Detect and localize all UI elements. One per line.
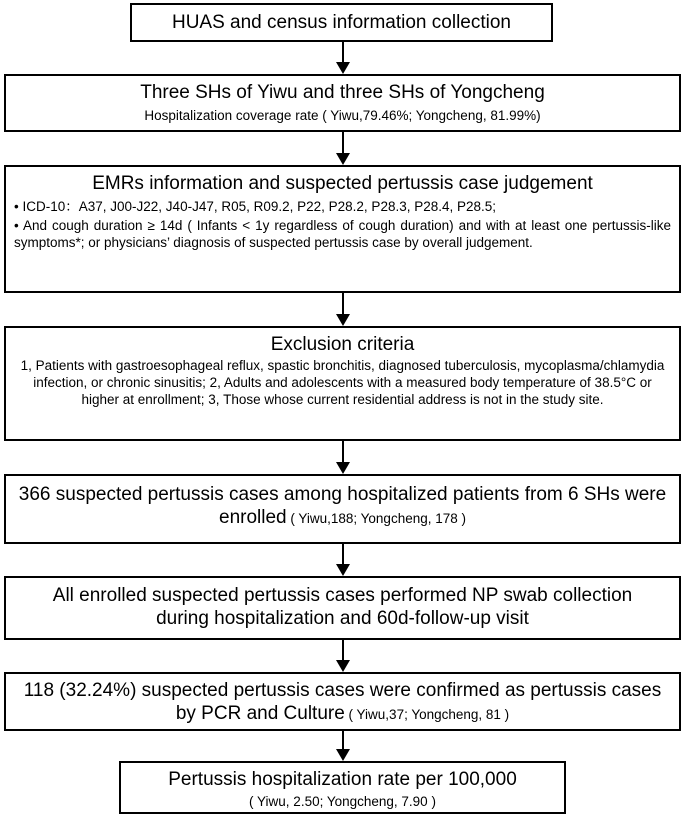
icd-criteria bbox=[14, 198, 671, 215]
coverage-rate-text: Hospitalization coverage rate ( Yiwu,79.46%; Yongcheng, 81.99%) bbox=[144, 108, 541, 123]
enrolled-cases-text bbox=[14, 483, 671, 530]
enrolled-cases-breakdown: ( Yiwu,188; Yongcheng, 178 ) bbox=[286, 511, 466, 526]
box-data-collection bbox=[130, 3, 553, 42]
hospitalization-rate-values: ( Yiwu, 2.50; Yongcheng, 7.90 ) bbox=[249, 794, 436, 809]
hospitalization-rate-title: Pertussis hospitalization rate per 100,000 bbox=[168, 769, 517, 790]
box-hospitalization-rate bbox=[119, 761, 566, 814]
arrow-7 bbox=[336, 731, 350, 761]
box-emr-judgement bbox=[4, 165, 681, 293]
swab-collection-text: All enrolled suspected pertussis cases performed NP swab collection during hospitalization and 60d-follow-up visit bbox=[52, 585, 633, 629]
emr-judgement-title: EMRs information and suspected pertussis case judgement bbox=[92, 173, 593, 194]
box-study-hospitals bbox=[4, 74, 681, 132]
confirmed-cases-main: 118 (32.24%) suspected pertussis cases were confirmed as pertussis cases by PCR and Culture bbox=[23, 680, 662, 724]
cough-criteria bbox=[14, 217, 671, 251]
arrow-2 bbox=[336, 132, 350, 165]
box-confirmed-cases bbox=[4, 672, 681, 731]
box-enrolled-cases bbox=[4, 474, 681, 544]
bullet-icon: • bbox=[14, 218, 19, 233]
arrow-5 bbox=[336, 544, 350, 576]
arrow-4 bbox=[336, 441, 350, 474]
arrow-6 bbox=[336, 640, 350, 672]
box-swab-collection bbox=[4, 576, 681, 640]
bullet-icon: • bbox=[14, 199, 19, 214]
data-collection-title: HUAS and census information collection bbox=[171, 12, 511, 33]
study-hospitals-title: Three SHs of Yiwu and three SHs of Yongcheng bbox=[140, 82, 545, 103]
exclusion-criteria-body: 1, Patients with gastroesophageal reflux, spastic bronchitis, diagnosed tuberculosis, mycoplasma/chlamydia infection, or chronic sinusitis; 2, Adults and adolescents with a measured body temperature of 38.5°C or higher at enrollment; 3, Those whose current residential address is not in the study site. bbox=[20, 358, 665, 407]
icd-codes-text: ICD-10：A37, J00-J22, J40-J47, R05, R09.2, P22, P28.2, P28.3, P28.4, P28.5; bbox=[22, 199, 497, 214]
exclusion-criteria-title: Exclusion criteria bbox=[270, 334, 415, 355]
arrow-1 bbox=[336, 42, 350, 74]
box-exclusion-criteria bbox=[4, 326, 681, 441]
confirmed-cases-text bbox=[14, 679, 671, 726]
cough-criteria-text: And cough duration ≥ 14d ( Infants < 1y regardless of cough duration) and with at least one pertussis-like symptoms*; or physicians’ diagnosis of suspected pertussis case by overall judgement. bbox=[14, 218, 672, 250]
confirmed-cases-breakdown: ( Yiwu,37; Yongcheng, 81 ) bbox=[344, 707, 510, 722]
enrolled-cases-main: 366 suspected pertussis cases among hospitalized patients from 6 SHs were enrolled bbox=[18, 484, 667, 528]
arrow-3 bbox=[336, 293, 350, 326]
